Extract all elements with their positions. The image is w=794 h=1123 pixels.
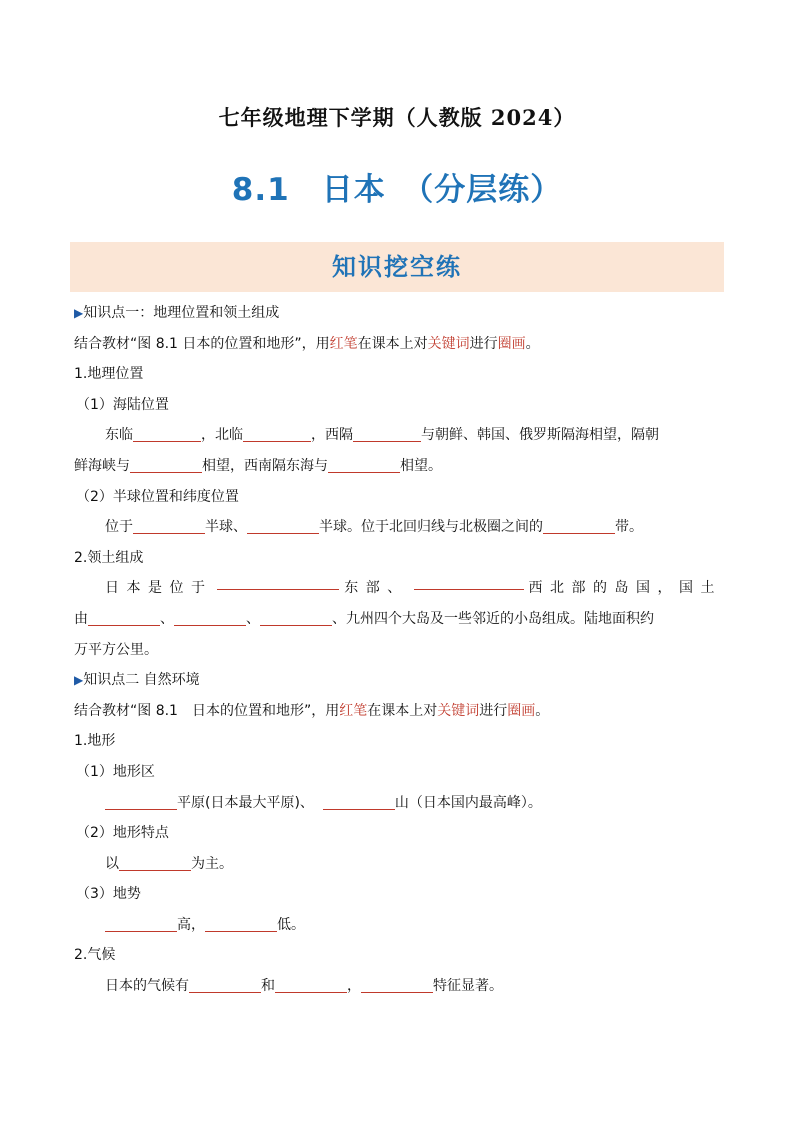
kp2-line-1: 平原(日本最大平原)、 山（日本国内最高峰）。 [74,788,722,819]
kp2-line-4: 日本的气候有 和 ， 特征显著。 [105,978,503,995]
fill-blank[interactable] [133,425,201,442]
worksheet-content [74,298,722,1002]
fill-blank[interactable] [543,517,615,534]
fill-blank[interactable] [243,425,311,442]
fill-blank[interactable] [361,976,433,993]
lesson-title: 8.1 日本 （分层练） [231,172,563,208]
kp2-sub-landforms: （1）地形区 [76,763,155,780]
fill-blank[interactable] [130,456,202,473]
kp1-section-location: 1.地理位置 [74,366,144,383]
section-banner [70,242,724,292]
fill-blank[interactable] [323,793,395,810]
kp2-line-2: 以 为主。 [105,855,233,872]
fill-blank[interactable] [119,854,191,871]
kp2-sub-elevation: （3）地势 [76,886,141,903]
banner-label: 知识挖空练 [332,253,462,281]
kp2-sub-features: （2）地形特点 [76,825,169,842]
fill-blank[interactable] [205,915,277,932]
kp1-instruction: 结合教材“图 8.1 日本的位置和地形”，用红笔在课本上对关键词进行圈画。 [74,335,540,352]
fill-blank[interactable] [174,609,246,626]
fill-blank[interactable] [133,517,205,534]
triangle-marker-icon: ▶ [74,673,84,688]
kp1-section-territory: 2.领土组成 [74,549,144,566]
kp1-line-4: 日本是位于 东部、 西北部的岛国，国土 [74,573,722,604]
kp2-line-3: 高， 低。 [74,910,722,941]
fill-blank[interactable] [328,456,400,473]
triangle-marker-icon: ▶ [74,306,84,320]
kp2-title: 知识点二 自然环境 [83,672,200,689]
kp1-line-5: 由 、 、 、九州四个大岛及一些邻近的小岛组成。陆地面积约 [74,610,654,627]
kp2-section-terrain: 1.地形 [74,733,116,750]
fill-blank[interactable] [217,573,339,590]
fill-blank[interactable] [105,915,177,932]
fill-blank[interactable] [353,425,421,442]
kp1-line-2: 鲜海峡与 相望，西南隔东海与 相望。 [74,457,442,474]
fill-blank[interactable] [260,609,332,626]
course-title: 七年级地理下学期（人教版 2024） [218,105,576,130]
fill-blank[interactable] [414,573,524,590]
kp1-heading [74,298,722,329]
kp1-line-6: 万平方公里。 [74,641,158,658]
fill-blank[interactable] [275,976,347,993]
fill-blank[interactable] [105,793,177,810]
fill-blank[interactable] [247,517,319,534]
kp1-title: 知识点一：地理位置和领土组成 [83,305,280,321]
kp2-section-climate: 2.气候 [74,947,116,964]
kp2-instruction: 结合教材“图 8.1 日本的位置和地形”，用红笔在课本上对关键词进行圈画。 [74,702,550,719]
kp1-sub-sea-land: （1）海陆位置 [76,396,169,413]
fill-blank[interactable] [189,976,261,993]
fill-blank[interactable] [88,609,160,626]
kp1-line-3: 位于 半球、 半球。位于北回归线与北极圈之间的 带。 [105,519,643,536]
kp1-line-1: 东临 ，北临 ，西隔 与朝鲜、韩国、俄罗斯隔海相望，隔朝 [105,427,659,444]
kp1-sub-hemisphere: （2）半球位置和纬度位置 [76,488,239,505]
kp2-heading [74,665,722,696]
